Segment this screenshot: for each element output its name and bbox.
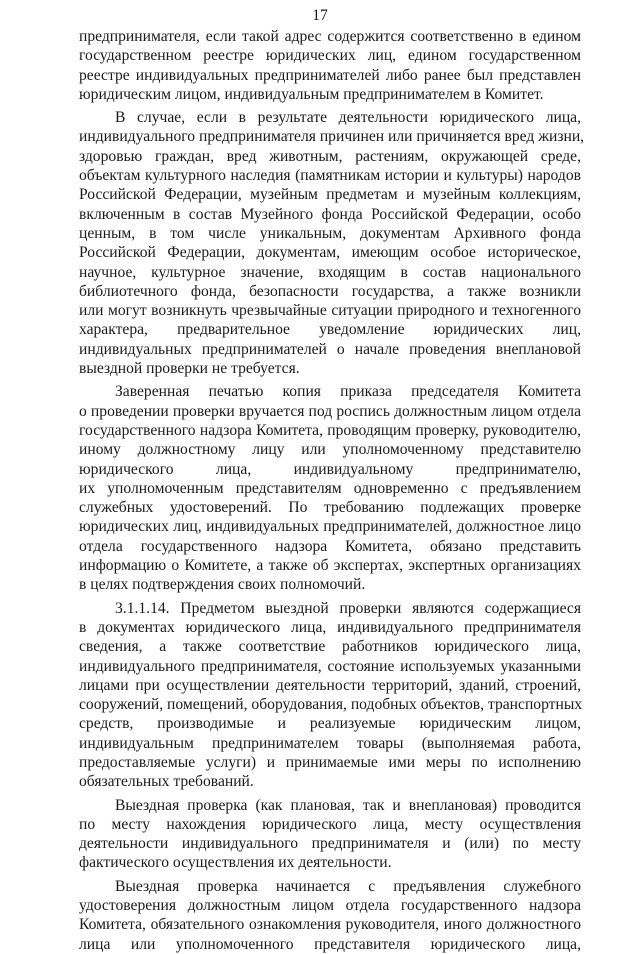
paragraph [79, 108, 585, 378]
text-line: сооружений, помещений, оборудования, подобных объектов, транспортных [79, 696, 583, 714]
paragraph [79, 877, 581, 954]
text-line: индивидуального предпринимателя, состояние используемых указанными [79, 657, 581, 675]
text-line: характера, предварительное уведомление юридических лиц, [79, 321, 581, 339]
text-line: отдела государственного надзора Комитета, обязано представить [79, 537, 581, 555]
text-line: сведения, а также соответствие работников юридического лица, [79, 638, 581, 656]
paragraph [79, 599, 581, 792]
text-line: информацию о Комитете, а также об экспертах, экспертных организациях [79, 557, 581, 575]
text-line: фактического осуществления их деятельности. [79, 854, 392, 872]
text-line: В случае, если в результате деятельности юридического лица, [115, 109, 581, 127]
text-line: их уполномоченным представителям одновременно с предъявлением [79, 479, 581, 497]
text-line: предпринимателя, если такой адрес содержится соответственно в едином [79, 28, 581, 45]
text-line: Комитета, обязательного ознакомления руководителя, иного должностного [79, 916, 581, 934]
paragraph [79, 27, 581, 104]
text-line: обязательных требований. [79, 773, 254, 791]
text-line: Выездная проверка (как плановая, так и внеплановая) проводится [115, 796, 581, 814]
text-line: по месту нахождения юридического лица, месту осуществления [79, 815, 581, 833]
text-line: Российской Федерации, документам, имеющим особое историческое, [79, 244, 581, 262]
text-line: библиотечного фонда, безопасности государства, а также возникли [79, 282, 581, 300]
text-line: здоровью граждан, вред животным, растениям, окружающей среде, [79, 147, 581, 165]
text-line: включенным в состав Музейного фонда Российской Федерации, особо [79, 205, 581, 223]
text-line: иному должностному лицу или уполномоченному представителю [79, 441, 581, 459]
paragraph [79, 382, 581, 594]
text-line: Заверенная печатью копия приказа председателя Комитета [115, 383, 581, 401]
text-line: в документах юридического лица, индивидуального предпринимателя [79, 618, 581, 636]
text-line: служебных удостоверений. По требованию подлежащих проверке [79, 499, 581, 517]
text-line: Российской Федерации, музейным предметам и музейным коллекциям, [79, 186, 581, 204]
paragraph [79, 796, 581, 873]
text-line: индивидуальных предпринимателей о начале проведения внеплановой [79, 340, 581, 358]
text-line: удостоверения должностным лицом отдела государственного надзора [79, 897, 581, 915]
text-line: индивидуального предпринимателя причинен или причиняется вред жизни, [79, 128, 585, 146]
text-line: лица или уполномоченного представителя юридического лица, [79, 935, 581, 953]
text-line: индивидуальным предпринимателем товары (выполняемая работа, [79, 734, 581, 752]
text-line: о проведении проверки вручается под роспись должностным лицом отдела [79, 402, 581, 420]
text-line: государственном реестре юридических лиц, едином государственном [79, 47, 581, 65]
text-line: Выездная проверка начинается с предъявления служебного [115, 877, 581, 895]
text-line: выездной проверки не требуется. [79, 360, 300, 378]
text-line: деятельности индивидуального предпринимателя и (или) по месту [79, 835, 581, 853]
text-line: юридического лица, индивидуальному предпринимателю, [79, 460, 581, 478]
text-line: ценным, в том числе уникальным, документам Архивного фонда [79, 224, 581, 242]
page-number: 17 [312, 7, 328, 24]
text-line: средств, производимые и реализуемые юридическим лицом, [79, 715, 581, 733]
text-line: юридическим лицом, индивидуальным предпринимателем в Комитет. [79, 85, 544, 103]
document-body [79, 27, 585, 954]
text-line: в целях подтверждения своих полномочий. [79, 576, 366, 594]
text-line: реестре индивидуальных предпринимателей либо ранее был представлен [79, 66, 581, 84]
text-line: предоставляемые услуги) и принимаемые ими меры по исполнению [79, 753, 581, 771]
text-line: государственного надзора Комитета, проводящим проверку, руководителю, [79, 421, 581, 439]
text-line: 3.1.1.14. Предметом выездной проверки являются содержащиеся [115, 599, 581, 617]
text-line: научное, культурное значение, входящим в состав национального [79, 263, 581, 281]
text-line: юридических лиц, индивидуальных предпринимателей, должностное лицо [79, 518, 581, 536]
text-line: объектам культурного наследия (памятникам истории и культуры) народов [79, 167, 581, 185]
text-line: или могут возникнуть чрезвычайные ситуации природного и техногенного [79, 302, 581, 320]
text-line: лицами при осуществлении деятельности территорий, зданий, строений, [79, 676, 581, 694]
